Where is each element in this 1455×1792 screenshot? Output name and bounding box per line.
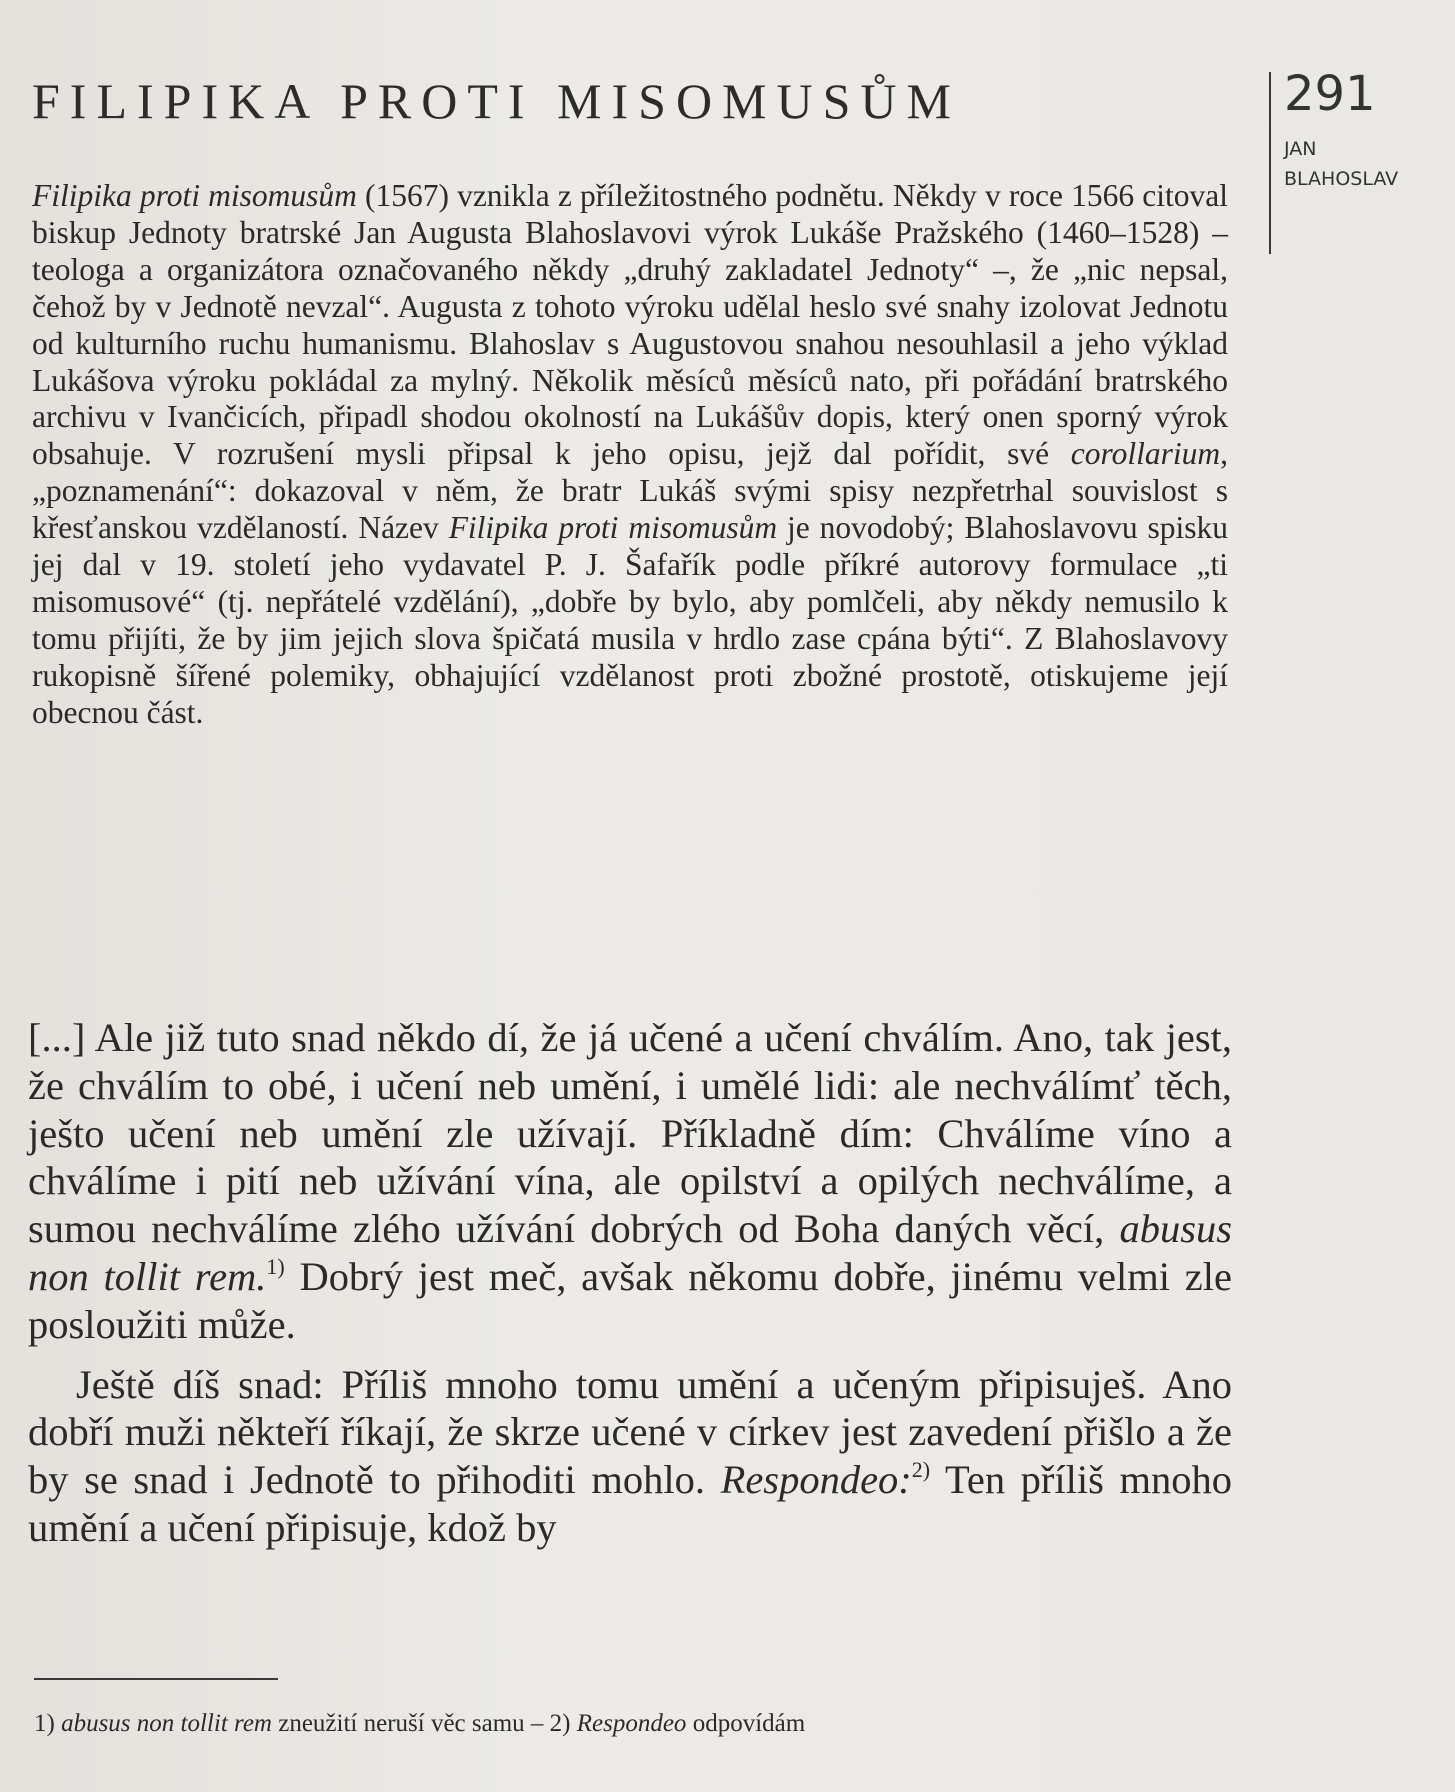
header-vertical-rule [1269, 72, 1271, 254]
excerpt-p2-text-a: Ještě díš snad: Příliš mnoho tomu umění a učeným připisuješ. Ano dobří muži někteří říkají, že skrze učené v církev jest zavedení přišlo a že by se snad i Jednotě to přihoditi mohlo. [28, 1361, 1232, 1503]
excerpt-text [28, 1014, 1232, 1552]
footnote-1-term: abusus non tollit rem [61, 1710, 272, 1737]
excerpt-paragraph-2 [28, 1361, 1232, 1552]
intro-work-title: Filipika proti misomusům [32, 178, 357, 213]
footnote-ref-2: 2) [911, 1457, 931, 1483]
chapter-title: FILIPIKA PROTI MISOMUSŮM [32, 73, 961, 129]
latin-phrase-abusus: abusus non tollit rem. [28, 1206, 1232, 1299]
intro-paragraph [32, 178, 1228, 732]
footnote-divider [34, 1678, 278, 1680]
excerpt-p2-text-b: Ten příliš mnoho umění a učení připisuje, kdož by [28, 1457, 1232, 1550]
intro-text-part-2: , „poznamenání“: dokazoval v něm, že bratr Lukáš svými spisy nezpřetrhal souvislost s křesťanskou vzdělaností. Název [32, 436, 1228, 546]
page-number: 291 [1284, 66, 1376, 122]
author-first-name: JAN [1284, 138, 1317, 160]
footnote-1-number: 1) [34, 1710, 62, 1737]
footnote-2-term: Respondeo [576, 1710, 687, 1737]
footnote-ref-1: 1) [266, 1253, 285, 1279]
excerpt-p1-text-a: [...] Ale již tuto snad někdo dí, že já učené a učení chválím. Ano, tak jest, že chválím to obé, i učení neb umění, i umělé lidi: ale nechválímť těch, ješto učení neb umění zle užívají. Příkladně dím: Chválíme víno a chválíme i pití neb užívání vína, ale opilství a opilých nechválíme, a sumou nechválíme zlého užívání dobrých od Boha daných věcí, [28, 1015, 1232, 1252]
excerpt-paragraph-1 [28, 1014, 1232, 1349]
intro-corollarium: corollarium [1070, 436, 1221, 472]
intro-text-part-1: (1567) vznikla z příležitostného podnětu. Někdy v roce 1566 citoval biskup Jednoty bratrské Jan Augusta Blahoslavovi výrok Lukáše Pražského (1460–1528) – teologa a organizátora označovaného někdy „druhý zakladatel Jednoty“ –, že „nic nepsal, čehož by v Jednotě nevzal“. Augusta z tohoto výroku udělal heslo své snahy izolovat Jednotu od kulturního ruchu humanismu. Blahoslav s Augustovou snahou nesouhlasil a jeho výklad Lukášova výroku pokládal za mylný. Několik měsíců měsíců nato, při pořádání bratrského archivu v Ivančicích, připadl shodou okolností na Lukášův dopis, který onen sporný výrok obsahuje. V rozrušení mysli připsal k jeho opisu, jejž dal pořídit, své [32, 178, 1228, 472]
footnote-2-text: odpovídám [686, 1710, 806, 1737]
author-last-name: BLAHOSLAV [1284, 168, 1399, 190]
footnotes [34, 1710, 1234, 1738]
excerpt-p1-text-b: Dobrý jest meč, avšak někomu dobře, jinému velmi zle posloužiti může. [28, 1253, 1232, 1347]
intro-text-part-3: je novodobý; Blahoslavovu spisku jej dal v 19. století jeho vydavatel P. J. Šafařík podle příkré autorovy formulace „ti misomusové“ (tj. nepřátelé vzdělání), „dobře by bylo, aby pomlčeli, aby někdy nemusilo k tomu přijíti, že by jim jejich slova špičatá musila v hrdlo zase cpána býti“. Z Blahoslavovy rukopisně šířené polemiky, obhajující vzdělanost proti zbožné prostotě, otiskujeme její obecnou část. [32, 510, 1228, 730]
latin-word-respondeo: Respondeo: [720, 1457, 912, 1503]
author-name [1284, 134, 1444, 194]
intro-work-title-2: Filipika proti misomusům [448, 510, 778, 546]
footnote-1-text: zneužití neruší věc samu – 2) [271, 1710, 577, 1737]
